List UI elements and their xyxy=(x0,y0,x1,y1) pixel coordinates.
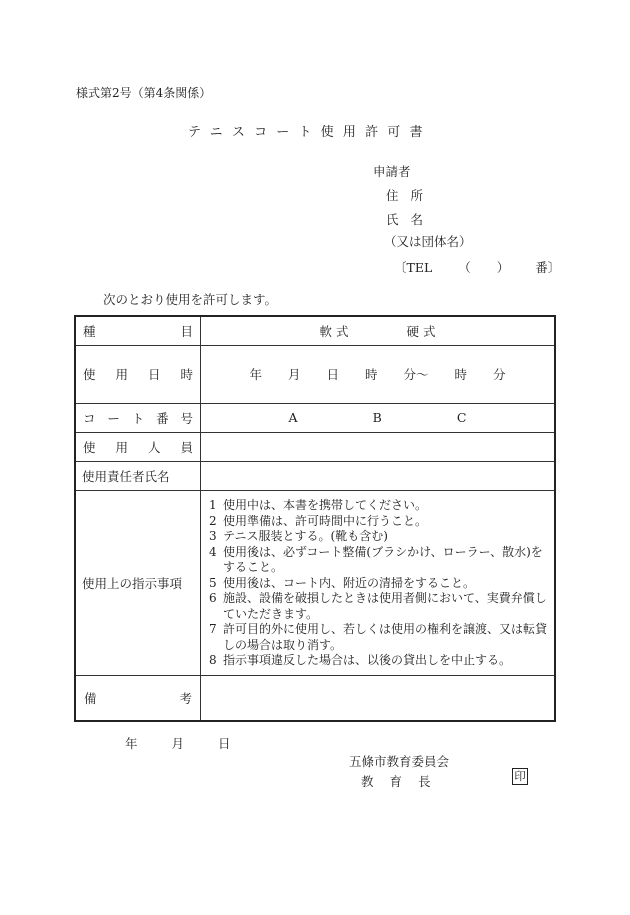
responsible-label: 使用責任者氏名 xyxy=(75,461,201,490)
issue-year: 年 xyxy=(125,736,138,751)
tel-paren-close: ） xyxy=(496,260,510,275)
court-c: C xyxy=(456,410,467,425)
people-label: 使用人員 xyxy=(75,432,201,461)
tel-paren-open: （ xyxy=(458,260,471,275)
form-number: 様式第2号（第4条関係） xyxy=(76,86,212,100)
list-item: 2 使用準備は、許可時間中に行うこと。 xyxy=(209,513,428,528)
datetime-label: 使用日時 xyxy=(75,345,201,403)
list-item: 6 施設、設備を破損したときは使用者側において、実費弁償していただきます。 xyxy=(209,591,547,621)
permit-statement: 次のとおり使用を許可します。 xyxy=(103,292,278,307)
instructions-list xyxy=(201,492,554,673)
table-row-people xyxy=(75,432,555,461)
issue-date xyxy=(125,734,230,752)
table-row-court xyxy=(75,403,555,432)
table-row-type xyxy=(75,316,555,345)
seal-stamp: 印 xyxy=(512,768,528,785)
list-item: 8 指示事項違反した場合は、以後の貸出しを中止する。 xyxy=(209,653,512,668)
usage-permit-table xyxy=(74,315,556,722)
issue-day: 日 xyxy=(217,736,231,751)
remarks-label xyxy=(75,675,201,721)
issue-month: 月 xyxy=(171,736,184,751)
table-row-instructions xyxy=(75,490,555,675)
datetime-start-minute: 分～ xyxy=(403,367,429,382)
table-row-datetime xyxy=(75,345,555,403)
tel-open: 〔TEL xyxy=(394,260,433,275)
type-soft: 軟 式 xyxy=(319,323,349,339)
table-row-remarks xyxy=(75,675,555,721)
type-hard: 硬 式 xyxy=(406,323,436,339)
table-row-responsible xyxy=(75,461,555,490)
telephone-line xyxy=(394,258,560,276)
tel-close: 番〕 xyxy=(535,260,561,275)
remarks-value xyxy=(201,675,556,721)
list-item: 5 使用後は、コート内、附近の清掃をすること。 xyxy=(209,575,476,590)
people-value xyxy=(201,432,556,461)
datetime-day: 日 xyxy=(326,367,339,382)
type-label: 種目 xyxy=(75,316,201,345)
responsible-value xyxy=(201,461,556,490)
datetime-end-hour: 時 xyxy=(454,367,468,382)
datetime-end-minute: 分 xyxy=(493,367,506,382)
organization-label: （又は団体名） xyxy=(384,234,472,249)
applicant-heading: 申請者 xyxy=(373,164,411,179)
datetime-values xyxy=(201,345,556,403)
court-values xyxy=(201,403,556,432)
instructions-cell xyxy=(201,490,556,675)
remarks-label-second: 考 xyxy=(179,690,192,706)
name-label: 氏名 xyxy=(386,212,436,227)
address-label: 住所 xyxy=(386,188,436,203)
list-item: 4 使用後は、必ずコート整備(ブラシかけ、ローラー、散水)をすること。 xyxy=(209,544,543,575)
datetime-month: 月 xyxy=(287,367,301,382)
datetime-year: 年 xyxy=(249,367,262,382)
court-label: コート番号 xyxy=(75,403,201,432)
board-of-education-name: 五條市教育委員会 xyxy=(349,754,450,769)
document-title: テニスコート使用許可書 xyxy=(188,125,432,140)
list-item: 3 テニス服装とする。(靴も含む) xyxy=(209,529,388,544)
datetime-start-hour: 時 xyxy=(364,367,378,382)
type-values xyxy=(201,316,556,345)
list-item: 7 許可目的外に使用し、若しくは使用の権利を譲渡、又は転貸しの場合は取り消す。 xyxy=(209,622,548,652)
court-b: B xyxy=(372,410,382,425)
remarks-label-first: 備 xyxy=(84,690,97,706)
court-a: A xyxy=(288,410,298,425)
superintendent-title: 教育長 xyxy=(361,774,447,789)
instructions-label: 使用上の指示事項 xyxy=(75,490,201,675)
list-item: 1 使用中は、本書を携帯してください。 xyxy=(209,498,428,513)
